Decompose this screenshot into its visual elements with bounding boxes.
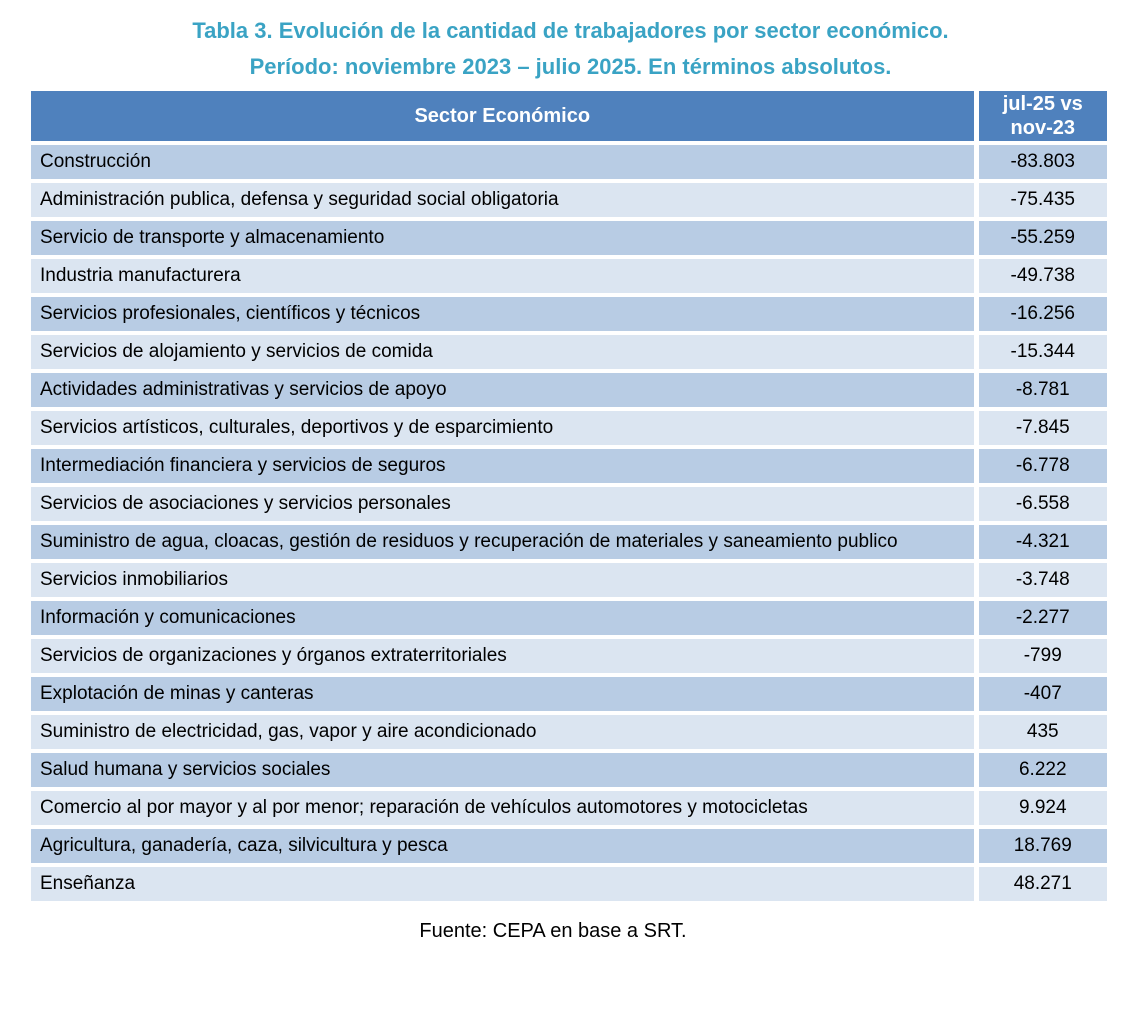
table-row [31, 751, 1107, 789]
sector-value: -75.435 [976, 181, 1107, 219]
sector-value: -407 [976, 675, 1107, 713]
sector-name: Agricultura, ganadería, caza, silvicultura y pesca [31, 827, 976, 865]
sector-name: Actividades administrativas y servicios de apoyo [31, 371, 976, 409]
sector-name: Comercio al por mayor y al por menor; reparación de vehículos automotores y motocicletas [31, 789, 976, 827]
sector-value: -3.748 [976, 561, 1107, 599]
table-row [31, 865, 1107, 903]
sector-name: Explotación de minas y canteras [31, 675, 976, 713]
sector-value: -4.321 [976, 523, 1107, 561]
table-row [31, 333, 1107, 371]
title-line-1: Tabla 3. Evolución de la cantidad de trabajadores por sector económico. [192, 18, 949, 43]
sector-name: Servicios inmobiliarios [31, 561, 976, 599]
table-row [31, 485, 1107, 523]
table-row [31, 181, 1107, 219]
table-row [31, 143, 1107, 181]
table-row [31, 409, 1107, 447]
table-row [31, 599, 1107, 637]
title-line-2: Período: noviembre 2023 – julio 2025. En términos absolutos. [249, 54, 892, 79]
sector-value: 435 [976, 713, 1107, 751]
sector-value: -49.738 [976, 257, 1107, 295]
sector-name: Industria manufacturera [31, 257, 976, 295]
sector-name: Servicios de asociaciones y servicios personales [31, 485, 976, 523]
table-row [31, 295, 1107, 333]
sector-name: Suministro de electricidad, gas, vapor y aire acondicionado [31, 713, 976, 751]
table-row [31, 713, 1107, 751]
sector-value: 48.271 [976, 865, 1107, 903]
source-note: Fuente: CEPA en base a SRT. [419, 920, 687, 942]
table-row [31, 789, 1107, 827]
sector-name: Construcción [31, 143, 976, 181]
sector-name: Servicios de alojamiento y servicios de comida [31, 333, 976, 371]
sector-name: Suministro de agua, cloacas, gestión de residuos y recuperación de materiales y saneamiento publico [31, 523, 976, 561]
table-row [31, 561, 1107, 599]
sector-value: 18.769 [976, 827, 1107, 865]
column-header-value: jul-25 vs nov-23 [976, 91, 1107, 143]
table-row [31, 637, 1107, 675]
sector-value: -16.256 [976, 295, 1107, 333]
sector-value: -83.803 [976, 143, 1107, 181]
sector-value: -799 [976, 637, 1107, 675]
table-header-row [31, 91, 1107, 143]
table-body [31, 143, 1107, 903]
table-row [31, 447, 1107, 485]
sector-name: Administración publica, defensa y seguridad social obligatoria [31, 181, 976, 219]
sector-name: Servicio de transporte y almacenamiento [31, 219, 976, 257]
table-title [0, 13, 1141, 85]
table-row [31, 371, 1107, 409]
sector-table [31, 91, 1107, 905]
sector-name: Intermediación financiera y servicios de seguros [31, 447, 976, 485]
sector-name: Servicios de organizaciones y órganos extraterritoriales [31, 637, 976, 675]
sector-name: Salud humana y servicios sociales [31, 751, 976, 789]
sector-value: -6.558 [976, 485, 1107, 523]
table-row [31, 257, 1107, 295]
table-row [31, 675, 1107, 713]
sector-value: -6.778 [976, 447, 1107, 485]
sector-name: Enseñanza [31, 865, 976, 903]
sector-value: -2.277 [976, 599, 1107, 637]
sector-name: Servicios artísticos, culturales, deportivos y de esparcimiento [31, 409, 976, 447]
sector-value: -7.845 [976, 409, 1107, 447]
sector-value: -55.259 [976, 219, 1107, 257]
sector-name: Servicios profesionales, científicos y técnicos [31, 295, 976, 333]
sector-value: -15.344 [976, 333, 1107, 371]
table-row [31, 827, 1107, 865]
column-header-sector: Sector Económico [31, 91, 976, 143]
table-row [31, 219, 1107, 257]
sector-name: Información y comunicaciones [31, 599, 976, 637]
table-row [31, 523, 1107, 561]
sector-value: 9.924 [976, 789, 1107, 827]
sector-value: -8.781 [976, 371, 1107, 409]
sector-value: 6.222 [976, 751, 1107, 789]
